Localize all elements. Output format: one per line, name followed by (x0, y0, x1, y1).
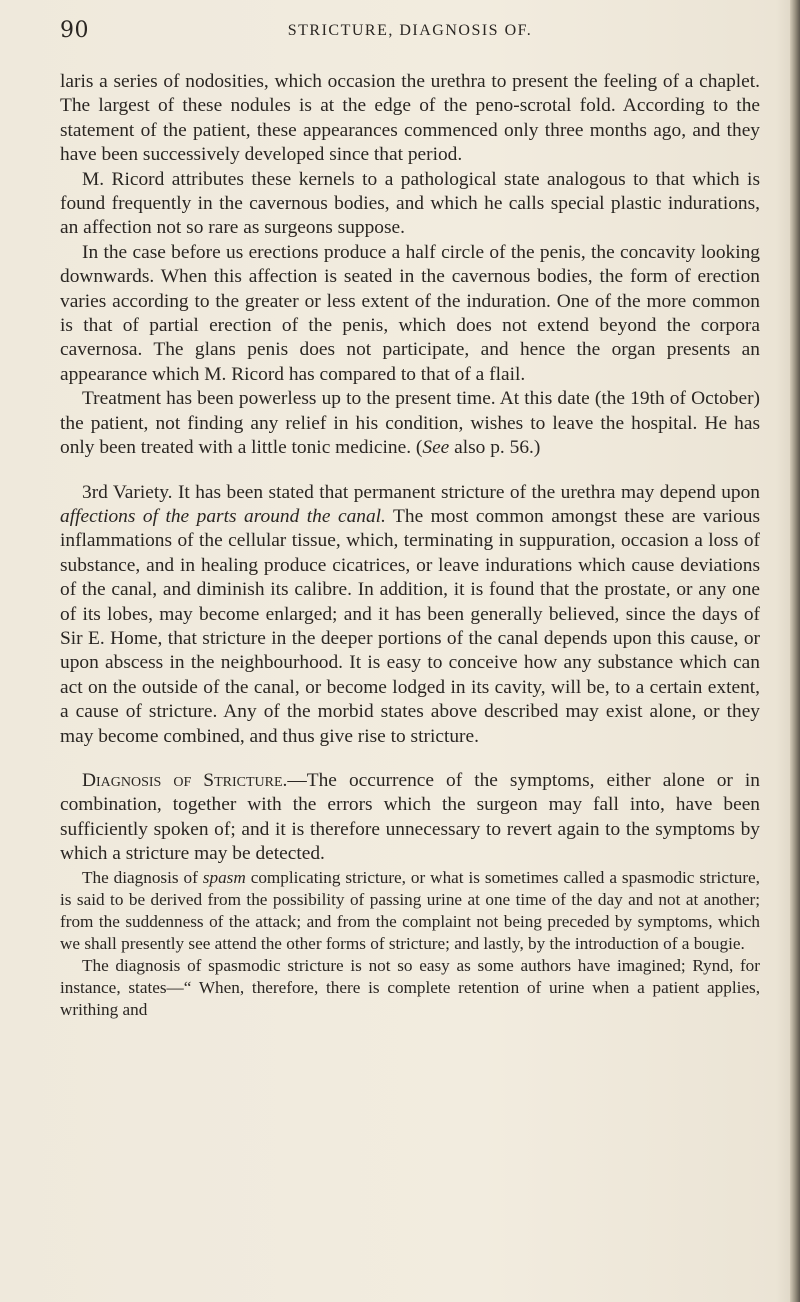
paragraph-continued: laris a series of nodosities, which occasion the urethra to present the feeling of a chaplet. The largest of these nodules is at the edge of the peno-scrotal fold. According to the statement of the patient, these appearances commenced only three months ago, and they have been successively developed since that period. (60, 71, 760, 166)
third-variety-text: 3rd Variety. It has been stated that permanent stricture of the urethra may depend upon (82, 481, 760, 503)
spasm-emphasis: spasm (202, 867, 246, 887)
page-binding-edge (790, 0, 800, 1302)
page-number: 90 (60, 18, 89, 43)
body-text (60, 70, 760, 1021)
paragraph-spasm (60, 867, 760, 955)
page-header (60, 18, 760, 48)
see-reference: See (422, 437, 450, 459)
paragraph-ricord: M. Ricord attributes these kernels to a pathological state analogous to that which is found frequently in the cavernous bodies, and which he calls special plastic indurations, an affection not so rare as surgeons suppose. (60, 168, 760, 239)
paragraph-treatment (60, 387, 760, 460)
paragraph-third-variety (60, 481, 760, 749)
diagnosis-text: —The occurrence of the symptoms, either alone or in combination, together with the errors which the surgeon may fall into, have been sufficiently spoken of; and it is therefore unnecessary to revert again to the symptoms by which a stricture may be detected. (60, 769, 760, 865)
third-variety-text-end: The most common amongst these are various inflammations of the cellular tissue, which, terminating in suppuration, occasion a loss of substance, and in healing produce cicatrices, or leave indurations which cause deviations of the canal, and diminish its calibre. In addition, it is found that the prostate, or any one of its lobes, may become enlarged; and it has been generally believed, since the days of Sir E. Home, that stricture in the deeper portions of the canal depends upon this cause, or upon abscess in the neighbourhood. It is easy to conceive how any substance which can act on the outside of the canal, or become lodged in its cavity, will be, to a certain extent, a cause of stricture. Any of the morbid states above described may exist alone, or they may become combined, and thus give rise to stricture. (60, 505, 761, 747)
spasm-text-end: complicating stricture, or what is sometimes called a spasmodic stricture, is said to be derived from the possibility of passing urine at one time of the day and not at another; from the suddenness of the attack; and from the complaint not being preceded by symptoms, which we shall presently see attend the other forms of stricture; and lastly, by the introduction of a bougie. (60, 867, 760, 953)
paragraph-erections: In the case before us erections produce a half circle of the penis, the concavity looking downwards. When this affection is seated in the cavernous bodies, the form of erection varies according to the greater or less extent of the induration. One of the more common is that of partial erection of the penis, which does not extend beyond the corpora cavernosa. The glans penis does not participate, and hence the organ presents an appearance which M. Ricord has compared to that of a flail. (60, 241, 760, 385)
treatment-text: Treatment has been powerless up to the present time. At this date (the 19th of October) the patient, not finding any relief in his condition, wishes to leave the hospital. He has only been treated with a little tonic medicine. ( (60, 388, 760, 459)
spasm-text: The diagnosis of (82, 867, 203, 887)
paragraph-spasmodic: The diagnosis of spasmodic stricture is not so easy as some authors have imagined; Rynd, for instance, states—“ When, therefore, there is complete retention of urine when a patient applies, writhing and (60, 955, 760, 1019)
paragraph-diagnosis (60, 769, 760, 867)
running-head: STRICTURE, DIAGNOSIS OF. (287, 22, 533, 39)
treatment-text-end: also p. 56.) (449, 437, 541, 459)
third-variety-emphasis: affections of the parts around the canal. (60, 505, 386, 527)
section-heading: Diagnosis of Stricture. (82, 769, 288, 791)
